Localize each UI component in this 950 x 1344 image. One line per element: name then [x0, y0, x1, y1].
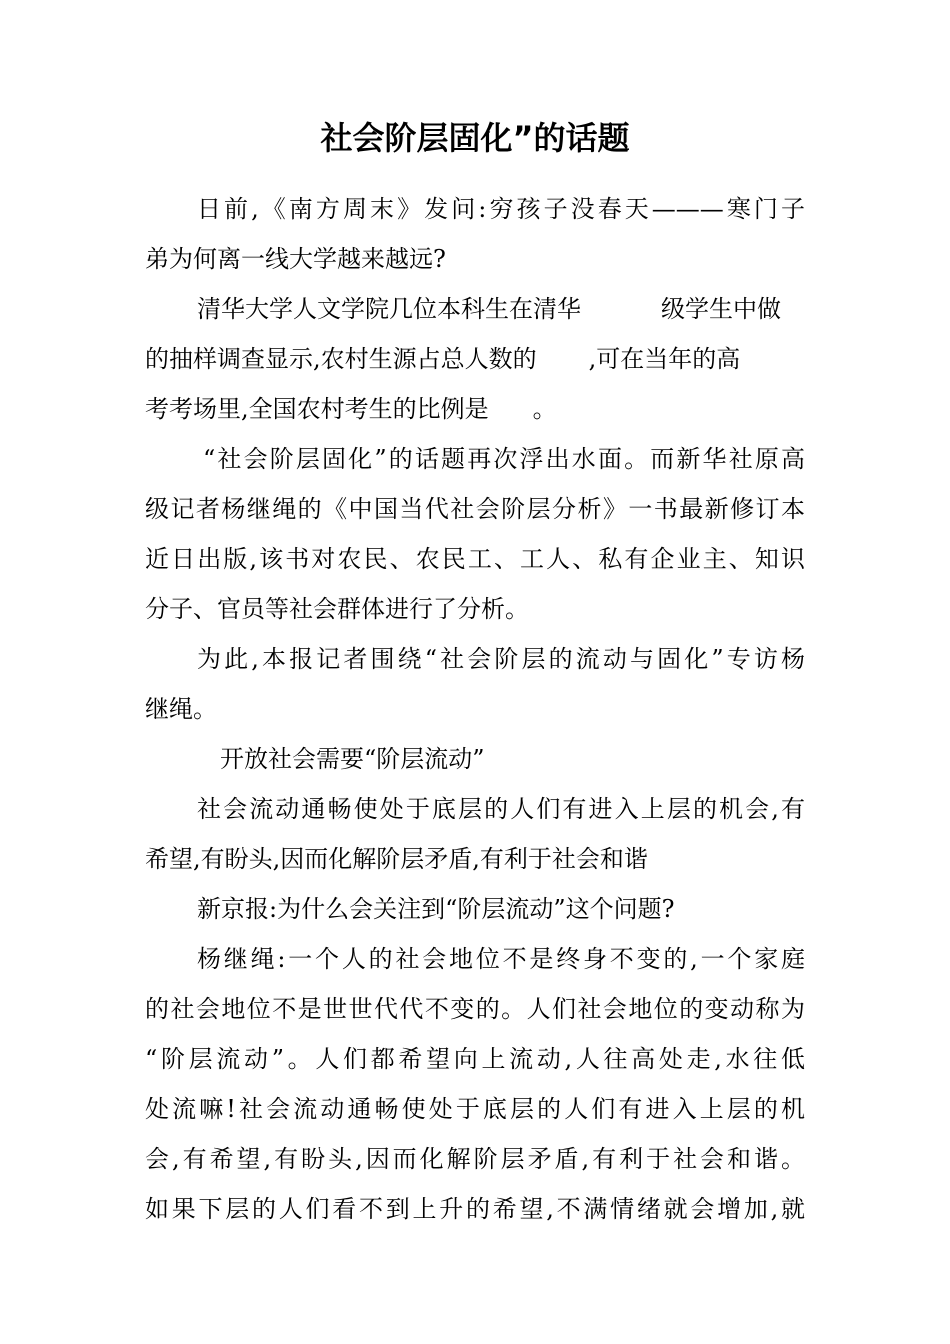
- text-line: 处流嘛!社会流动通畅使处于底层的人们有进入上层的机: [145, 1095, 805, 1123]
- text-line: 社会流动通畅使处于底层的人们有进入上层的机会,有: [197, 795, 805, 823]
- text-line: 如果下层的人们看不到上升的希望,不满情绪就会增加,就: [145, 1195, 805, 1223]
- text-line: 为此,本报记者围绕“社会阶层的流动与固化”专访杨: [197, 645, 805, 673]
- text-segment: 。: [532, 395, 557, 423]
- text-segment: 考考场里,全国农村考生的比例是: [145, 395, 489, 423]
- text-line: 日前,《南方周末》发问:穷孩子没春天———寒门子: [197, 195, 805, 223]
- text-line: 继绳。: [145, 695, 217, 723]
- text-segment: 清华大学人文学院几位本科生在清华: [197, 295, 581, 323]
- text-segment: ,可在当年的高: [588, 345, 741, 373]
- text-line: 新京报:为什么会关注到“阶层流动”这个问题?: [197, 895, 675, 923]
- text-line: 分子、官员等社会群体进行了分析。: [145, 595, 529, 623]
- text-line: 希望,有盼头,因而化解阶层矛盾,有利于社会和谐: [145, 845, 648, 873]
- text-line: 近日出版,该书对农民、农民工、工人、私有企业主、知识: [145, 545, 805, 573]
- text-line: 杨继绳:一个人的社会地位不是终身不变的,一个家庭: [197, 945, 805, 973]
- section-heading: 开放社会需要“阶层流动”: [220, 745, 485, 773]
- text-line: [145, 334, 805, 384]
- text-segment: 的抽样调查显示,农村生源占总人数的: [145, 345, 537, 373]
- text-line: [145, 384, 805, 434]
- text-line: 会,有希望,有盼头,因而化解阶层矛盾,有利于社会和谐。: [145, 1145, 805, 1173]
- text-segment: 级学生中做: [661, 295, 781, 323]
- text-line: [145, 284, 805, 334]
- text-line: 弟为何离一线大学越来越远?: [145, 245, 446, 273]
- text-line: 级记者杨继绳的《中国当代社会阶层分析》一书最新修订本: [145, 495, 805, 523]
- text-line: “社会阶层固化”的话题再次浮出水面。而新华社原高: [203, 445, 805, 473]
- text-line: 的社会地位不是世世代代不变的。人们社会地位的变动称为: [145, 995, 805, 1023]
- text-line: “阶层流动”。人们都希望向上流动,人往高处走,水往低: [145, 1045, 805, 1073]
- document-title: 社会阶层固化”的话题: [320, 119, 630, 157]
